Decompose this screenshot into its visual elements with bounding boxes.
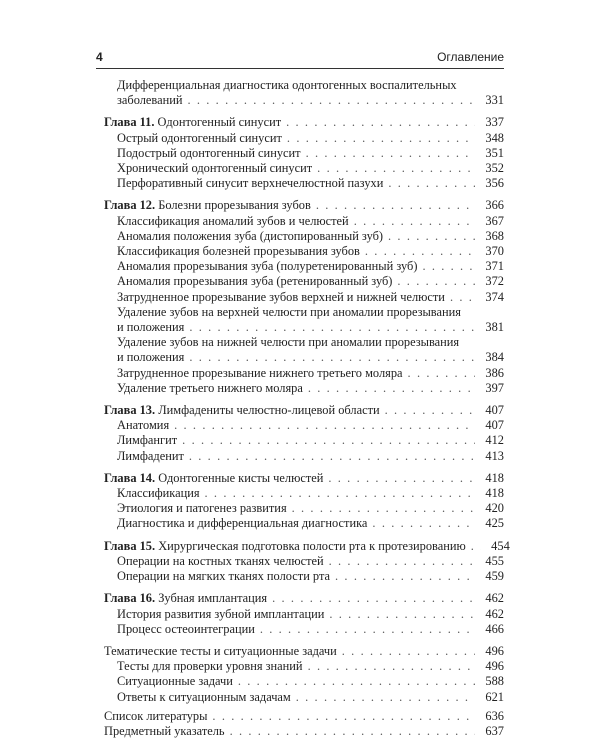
toc-back-matter	[104, 709, 504, 739]
toc-entry[interactable]	[104, 78, 504, 108]
entry-page: 462	[485, 606, 504, 621]
entry-page: 356	[485, 176, 504, 191]
entry-page: 418	[485, 486, 504, 501]
entry-page: 386	[485, 365, 504, 380]
toc-entry[interactable]	[104, 229, 504, 244]
chapter-entry[interactable]	[104, 538, 510, 554]
chapter-number: Глава 13.	[104, 403, 156, 418]
entry-title: Классификация аномалий зубов и челюстей	[117, 213, 349, 228]
entry-page: 588	[485, 674, 504, 689]
entry-page: 368	[485, 228, 504, 243]
entry-title: Удаление третьего нижнего моляра	[117, 380, 303, 395]
dot-leader	[308, 659, 475, 674]
entry-title: Хронический одонтогенный синусит	[117, 161, 313, 176]
entry-title-line2: и положения	[117, 350, 185, 365]
dot-leader	[354, 214, 475, 229]
dot-leader	[287, 131, 475, 146]
table-of-contents	[104, 78, 510, 746]
chapter-title: Хирургическая подготовка полости рта к протезированию	[158, 538, 466, 553]
toc-entry[interactable]	[104, 381, 504, 396]
entry-title: Тесты для проверки уровня знаний	[117, 659, 303, 674]
chapter-number: Глава 14.	[104, 470, 156, 485]
dot-leader	[388, 229, 475, 244]
section-title: Тематические тесты и ситуационные задачи	[104, 643, 337, 658]
entry-page: 455	[485, 553, 504, 568]
dot-leader	[272, 591, 475, 606]
entry-title: Затрудненное прорезывание зубов верхней и нижней челюсти	[117, 289, 445, 304]
dot-leader	[189, 350, 475, 365]
entry-title: Аномалия прорезывания зуба (ретенированный зуб)	[117, 274, 393, 289]
entry-page: 348	[485, 130, 504, 145]
entry-page: 413	[485, 448, 504, 463]
entry-page: 420	[485, 501, 504, 516]
entry-title: Классификация	[117, 486, 200, 501]
chapter-number: Глава 15.	[104, 538, 156, 553]
chapter-entry[interactable]	[104, 198, 504, 213]
dot-leader	[422, 259, 475, 274]
entry-title: Классификация болезней прорезывания зубов	[117, 244, 360, 259]
entry-page: 397	[485, 380, 504, 395]
dot-leader	[397, 274, 475, 289]
dot-leader	[471, 539, 481, 554]
entry-page: 462	[485, 591, 504, 606]
toc-entry[interactable]	[104, 290, 504, 305]
dot-leader	[329, 554, 475, 569]
entry-page: 496	[485, 659, 504, 674]
dot-leader	[342, 644, 475, 659]
entry-title-line1: Удаление зубов на верхней челюсти при аномалии прорезывания	[117, 304, 461, 319]
section-title: Список литературы	[104, 708, 208, 723]
entry-page: 637	[485, 723, 504, 738]
chapter-entry[interactable]	[104, 591, 504, 606]
dot-leader	[292, 501, 475, 516]
toc-entry[interactable]	[104, 259, 504, 274]
entry-page: 425	[485, 516, 504, 531]
entry-title: Операции на костных тканях челюстей	[117, 553, 324, 568]
entry-page: 372	[485, 274, 504, 289]
toc-chapter-11	[104, 115, 504, 191]
toc-tests-section	[104, 644, 504, 705]
toc-entry[interactable]	[104, 146, 504, 161]
chapter-entry[interactable]	[104, 115, 504, 130]
toc-entry[interactable]	[104, 516, 504, 531]
entry-page: 367	[485, 213, 504, 228]
toc-entry[interactable]	[104, 131, 504, 146]
chapter-number: Глава 16.	[104, 591, 156, 606]
toc-entry[interactable]	[104, 161, 504, 176]
entry-title: Подострый одонтогенный синусит	[117, 145, 301, 160]
dot-leader	[450, 290, 475, 305]
dot-leader	[238, 674, 475, 689]
running-header	[96, 50, 504, 69]
toc-chapter-14	[104, 471, 504, 532]
chapter-title: Болезни прорезывания зубов	[158, 198, 311, 213]
entry-title: Аномалия положения зуба (дистопированный зуб)	[117, 228, 384, 243]
toc-entry[interactable]	[104, 622, 504, 637]
dot-leader	[212, 709, 475, 724]
dot-leader	[335, 569, 475, 584]
dot-leader	[329, 607, 475, 622]
toc-chapter-13	[104, 403, 504, 464]
toc-entry[interactable]	[104, 659, 504, 674]
dot-leader	[316, 198, 475, 213]
entry-page: 454	[491, 538, 510, 553]
section-entry[interactable]	[104, 644, 504, 659]
entry-title: Операции на мягких тканях полости рта	[117, 569, 331, 584]
chapter-number: Глава 12.	[104, 198, 156, 213]
entry-page: 374	[485, 289, 504, 304]
dot-leader	[260, 622, 475, 637]
toc-entry[interactable]	[104, 690, 504, 705]
entry-page: 352	[485, 161, 504, 176]
chapter-number: Глава 11.	[104, 115, 155, 130]
entry-page: 621	[485, 689, 504, 704]
dot-leader	[174, 418, 475, 433]
entry-page: 331	[485, 93, 504, 108]
toc-entry[interactable]	[104, 176, 504, 191]
entry-page: 636	[485, 708, 504, 723]
toc-entry[interactable]	[104, 501, 504, 516]
dot-leader	[189, 449, 475, 464]
entry-title-line1: Удаление зубов на нижней челюсти при аномалии прорезывания	[117, 335, 460, 350]
entry-title: Аномалия прорезывания зуба (полуретенированный зуб)	[117, 259, 418, 274]
entry-title: Лимфаденит	[117, 448, 184, 463]
dot-leader	[205, 486, 475, 501]
chapter-title: Лимфадениты челюстно-лицевой области	[158, 403, 380, 418]
entry-title: Ситуационные задачи	[117, 674, 233, 689]
dot-leader	[372, 516, 475, 531]
entry-page: 418	[485, 470, 504, 485]
toc-entry[interactable]	[104, 569, 504, 584]
dot-leader	[286, 115, 475, 130]
toc-entry[interactable]	[104, 607, 504, 622]
toc-entry[interactable]	[104, 433, 504, 448]
toc-entry[interactable]	[104, 274, 504, 289]
toc-chapter-15	[104, 538, 510, 585]
chapter-title: Одонтогенные кисты челюстей	[158, 470, 324, 485]
entry-page: 496	[485, 643, 504, 658]
toc-group-differential	[104, 78, 504, 108]
dot-leader	[328, 471, 475, 486]
entry-page: 459	[485, 569, 504, 584]
entry-page: 366	[485, 198, 504, 213]
dot-leader	[189, 320, 475, 335]
dot-leader	[408, 366, 475, 381]
toc-entry[interactable]	[104, 366, 504, 381]
dot-leader	[317, 161, 475, 176]
dot-leader	[188, 93, 476, 108]
entry-title-line1: Дифференциальная диагностика одонтогенных воспалительных	[117, 78, 457, 92]
entry-page: 351	[485, 145, 504, 160]
dot-leader	[306, 146, 475, 161]
entry-title: Процесс остеоинтеграции	[117, 621, 255, 636]
entry-page: 466	[485, 621, 504, 636]
entry-title-line2: и положения	[117, 320, 185, 335]
toc-entry[interactable]	[104, 486, 504, 501]
chapter-entry[interactable]	[104, 403, 504, 418]
header-title: Оглавление	[437, 50, 504, 64]
entry-title: Затрудненное прорезывание нижнего третьего моляра	[117, 365, 403, 380]
entry-title: Диагностика и дифференциальная диагностика	[117, 516, 368, 531]
toc-entry[interactable]	[104, 244, 504, 259]
entry-title: Лимфангит	[117, 433, 178, 448]
toc-entry[interactable]	[104, 674, 504, 689]
entry-page: 370	[485, 244, 504, 259]
chapter-title: Одонтогенный синусит	[157, 115, 282, 130]
entry-title: Перфоративный синусит верхнечелюстной пазухи	[117, 176, 384, 191]
dot-leader	[365, 244, 475, 259]
dot-leader	[230, 724, 475, 739]
toc-entry[interactable]	[104, 214, 504, 229]
toc-entry[interactable]	[104, 554, 504, 569]
entry-title-line2: заболеваний	[117, 93, 183, 108]
chapter-title: Зубная имплантация	[158, 591, 268, 606]
toc-chapter-16	[104, 591, 504, 637]
section-entry[interactable]	[104, 724, 504, 739]
dot-leader	[308, 381, 475, 396]
entry-page: 407	[485, 418, 504, 433]
entry-title: Этиология и патогенез развития	[117, 501, 287, 516]
toc-entry[interactable]	[104, 335, 504, 365]
dot-leader	[385, 403, 475, 418]
entry-title: Ответы к ситуационным задачам	[117, 689, 291, 704]
section-entry[interactable]	[104, 709, 504, 724]
toc-entry[interactable]	[104, 449, 504, 464]
entry-title: Анатомия	[117, 418, 170, 433]
entry-page: 384	[485, 350, 504, 365]
entry-page: 381	[485, 320, 504, 335]
dot-leader	[182, 433, 475, 448]
entry-page: 371	[485, 259, 504, 274]
entry-page: 407	[485, 403, 504, 418]
toc-entry[interactable]	[104, 305, 504, 335]
dot-leader	[388, 176, 475, 191]
entry-title: Острый одонтогенный синусит	[117, 130, 282, 145]
entry-page: 337	[485, 115, 504, 130]
chapter-entry[interactable]	[104, 471, 504, 486]
toc-entry[interactable]	[104, 418, 504, 433]
page-number: 4	[96, 50, 103, 64]
toc-chapter-12	[104, 198, 504, 396]
entry-page: 412	[485, 433, 504, 448]
section-title: Предметный указатель	[104, 723, 225, 738]
dot-leader	[296, 690, 475, 705]
entry-title: История развития зубной имплантации	[117, 606, 325, 621]
